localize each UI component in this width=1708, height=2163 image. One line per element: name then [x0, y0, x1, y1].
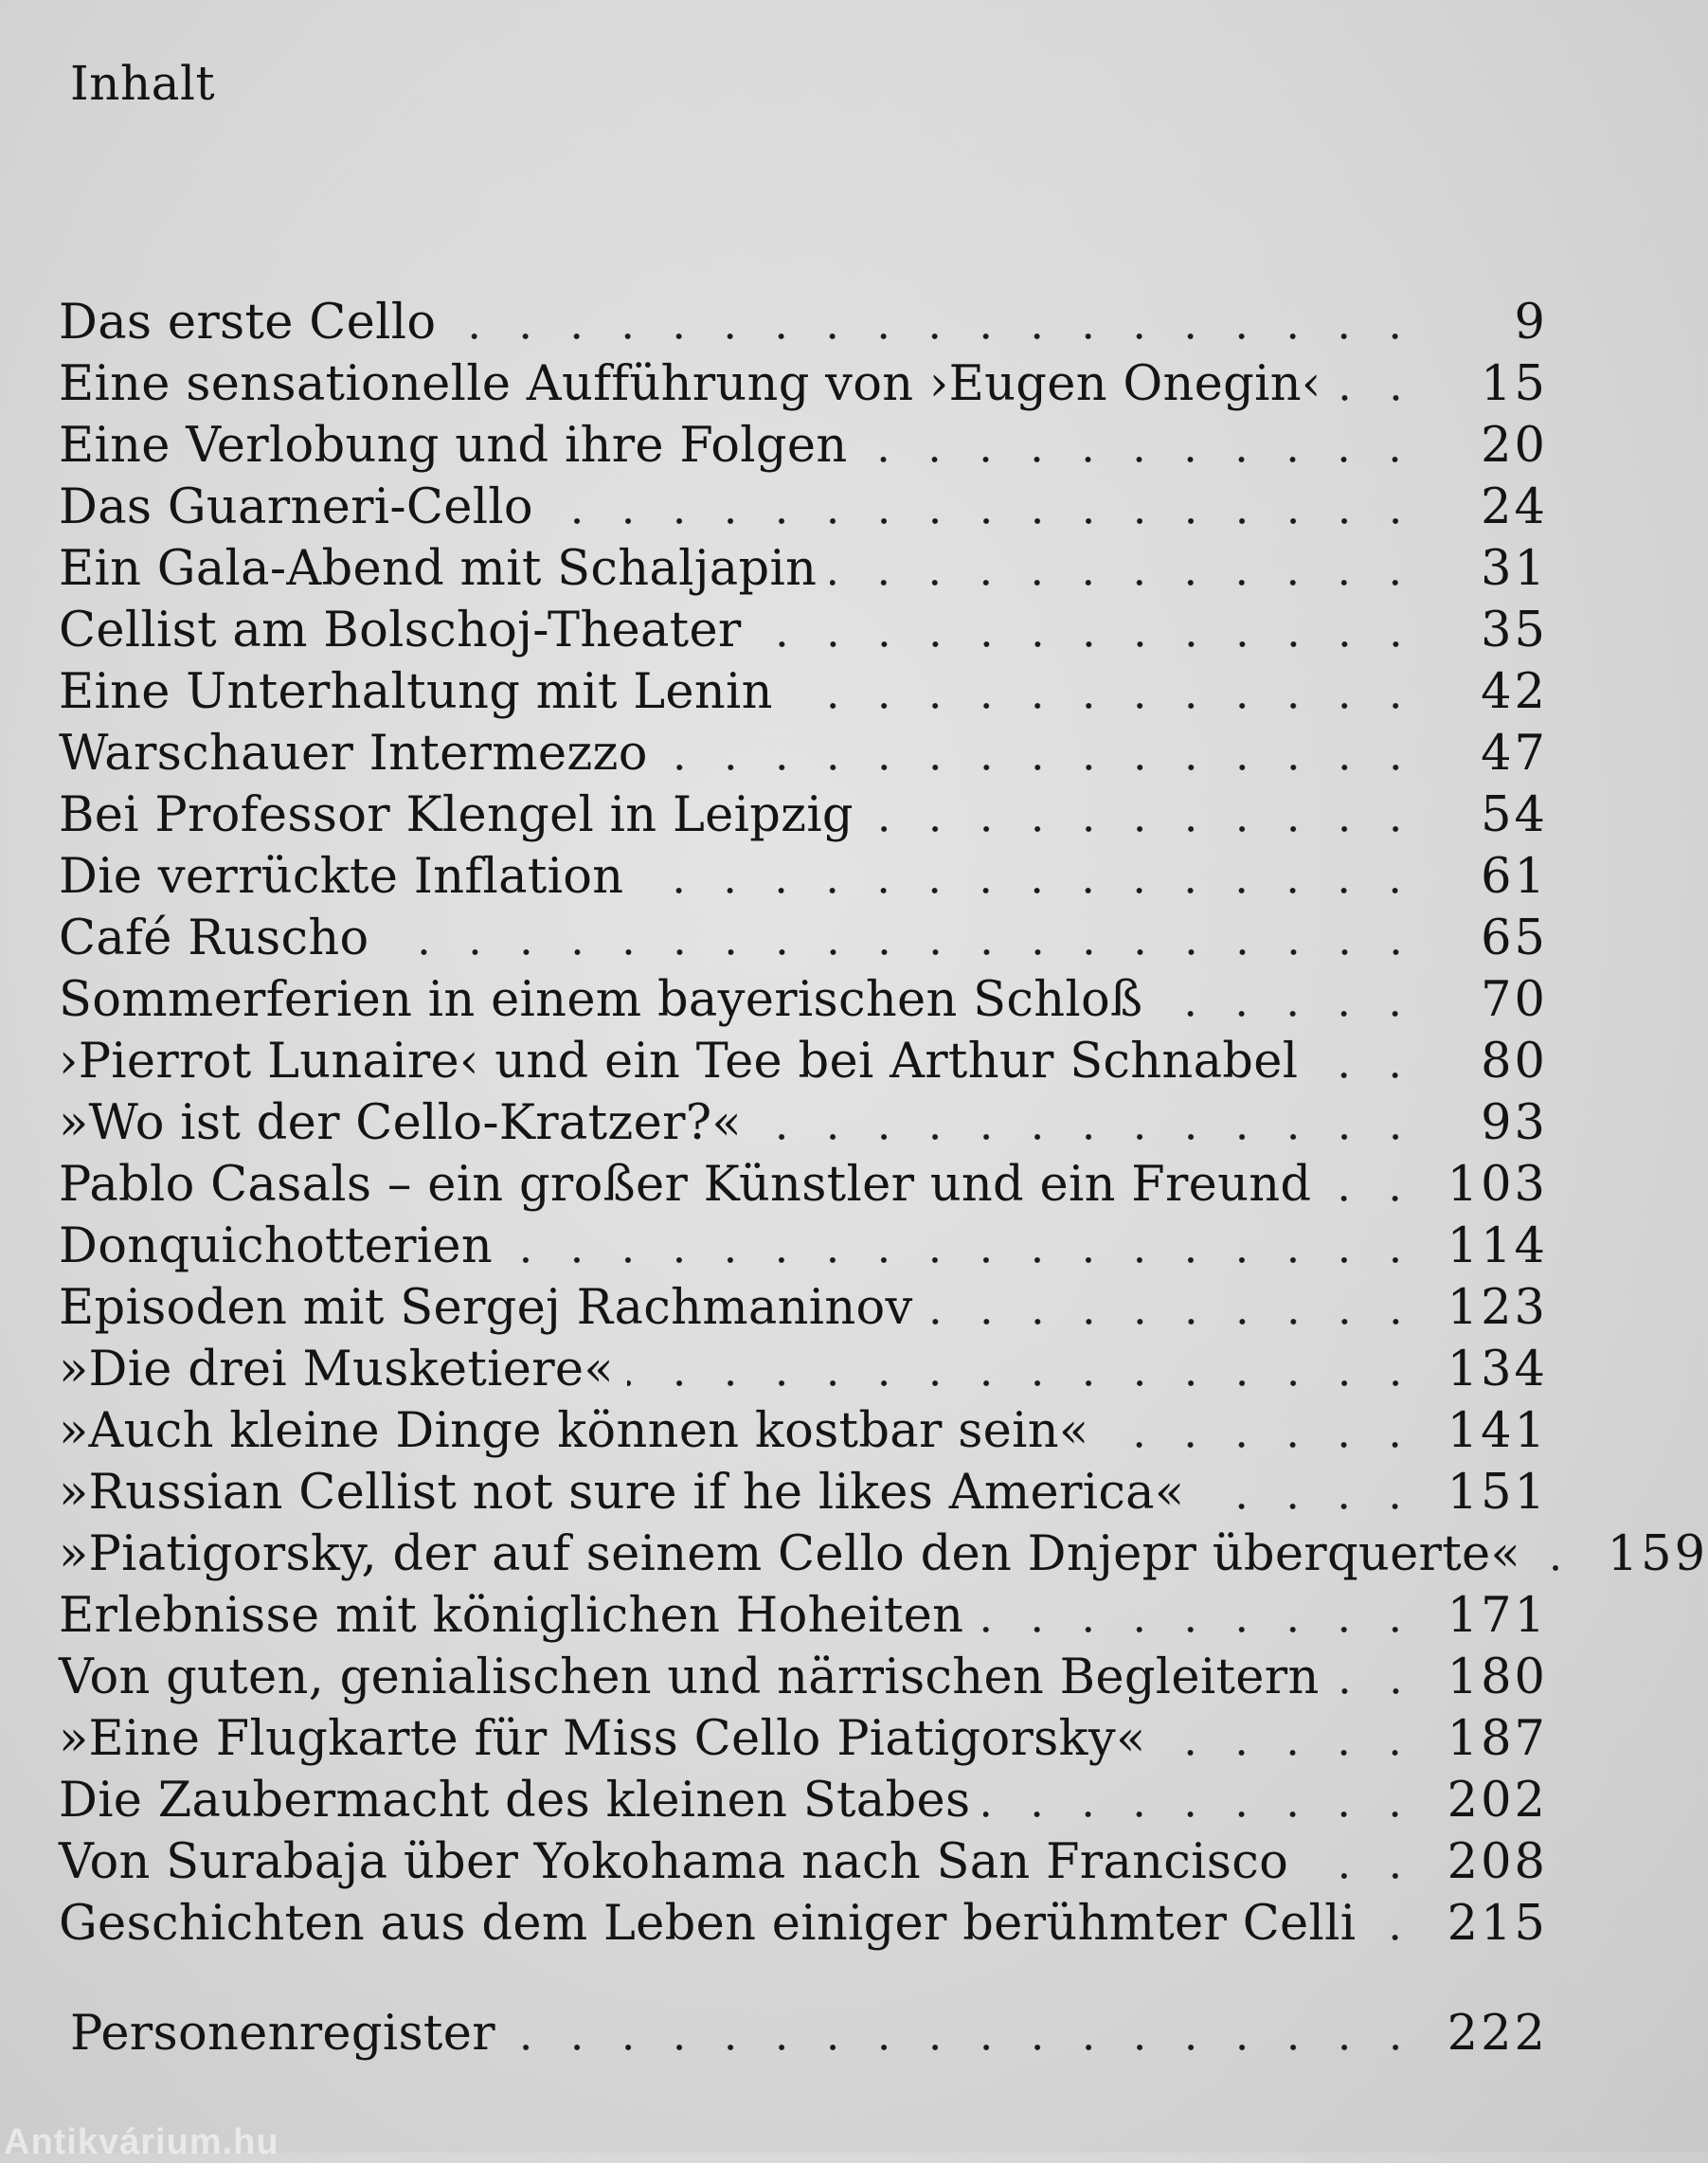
dot-leader — [1302, 1873, 1421, 1879]
dot-leader — [1311, 1072, 1421, 1078]
toc-entry-page: 208 — [1447, 1834, 1548, 1890]
toc-entry — [59, 292, 1548, 353]
toc-entry — [59, 908, 1548, 969]
toc-entry — [59, 1523, 1708, 1585]
toc-entry — [59, 538, 1548, 600]
toc-entry — [59, 1400, 1548, 1462]
toc-entry — [59, 353, 1548, 415]
dot-leader — [506, 1257, 1421, 1263]
toc-entry-title: Von Surabaja über Yokohama nach San Francisco — [59, 1834, 1289, 1890]
dot-leader — [383, 949, 1421, 955]
toc-entry-title: Ein Gala-Abend mit Schaljapin — [59, 541, 818, 597]
table-of-contents — [59, 292, 1708, 1955]
toc-entry-title: »Die drei Musketiere« — [59, 1342, 614, 1397]
toc-entry — [59, 1893, 1548, 1955]
toc-entry-title: Das erste Cello — [59, 295, 437, 351]
toc-entry-title: Eine sensationelle Aufführung von ›Eugen Onegin‹ — [59, 356, 1321, 412]
toc-entry-page: 15 — [1481, 356, 1548, 412]
toc-entry-title: »Wo ist der Cello-Kratzer?« — [59, 1095, 742, 1151]
toc-entry-title: Pablo Casals – ein großer Künstler und ein Freund — [59, 1157, 1312, 1213]
toc-entry-title: ›Pierrot Lunaire‹ und ein Tee bei Arthur Schnabel — [59, 1034, 1299, 1090]
toc-entry-page: 141 — [1447, 1403, 1548, 1459]
dot-leader — [627, 1380, 1421, 1386]
toc-entry-title: Donquichotterien — [59, 1218, 494, 1274]
dot-leader — [926, 1319, 1421, 1325]
toc-entry — [59, 1647, 1548, 1708]
toc-entry-page: 93 — [1481, 1095, 1548, 1151]
toc-entry — [59, 1277, 1548, 1339]
dot-leader — [755, 641, 1421, 647]
toc-entry-title: Sommerferien in einem bayerischen Schloß — [59, 972, 1143, 1028]
toc-entry-page: 9 — [1514, 295, 1548, 351]
toc-entry-title: Personenregister — [70, 2006, 495, 2062]
toc-entry — [59, 1585, 1548, 1647]
toc-entry — [59, 415, 1548, 477]
toc-entry — [59, 1031, 1548, 1092]
toc-entry — [59, 723, 1548, 784]
toc-entry-title: »Auch kleine Dinge können kostbar sein« — [59, 1403, 1089, 1459]
toc-entry-page: 20 — [1481, 418, 1548, 474]
toc-entry-page: 47 — [1481, 726, 1548, 782]
dot-leader — [1159, 1750, 1421, 1756]
dot-leader — [830, 580, 1421, 586]
toc-entry-title: Die verrückte Inflation — [59, 849, 624, 905]
toc-entry-page: 134 — [1447, 1342, 1548, 1397]
toc-entry-title: Eine Verlobung und ihre Folgen — [59, 418, 848, 474]
toc-entry-page: 222 — [1447, 2006, 1548, 2062]
toc-entry — [59, 1154, 1548, 1216]
toc-entry — [59, 1770, 1548, 1831]
toc-entry-title: »Russian Cellist not sure if he likes America« — [59, 1465, 1185, 1521]
toc-entry-page: 24 — [1481, 479, 1548, 535]
dot-leader — [1335, 395, 1421, 401]
toc-entry-page: 65 — [1481, 910, 1548, 966]
toc-entry — [59, 600, 1548, 661]
toc-entry-page: 103 — [1447, 1157, 1548, 1213]
dot-leader — [449, 333, 1421, 339]
dot-leader — [1197, 1504, 1421, 1509]
dot-leader — [867, 826, 1421, 832]
dot-leader — [1156, 1011, 1421, 1017]
toc-entry-title: »Piatigorsky, der auf seinem Cello den Dnjepr überquerte« — [59, 1526, 1521, 1582]
toc-entry-page: 180 — [1447, 1649, 1548, 1705]
toc-entry-page: 42 — [1481, 664, 1548, 720]
dot-leader — [983, 1812, 1421, 1817]
toc-entry-page: 171 — [1447, 1588, 1548, 1644]
dot-leader — [860, 457, 1421, 462]
toc-entry-page: 80 — [1481, 1034, 1548, 1090]
dot-leader — [547, 518, 1421, 524]
toc-entry — [59, 1831, 1548, 1893]
toc-entry-title: Geschichten aus dem Leben einiger berühmter Celli — [59, 1896, 1357, 1952]
dot-leader — [1324, 1196, 1421, 1201]
toc-entry-title: Die Zaubermacht des kleinen Stabes — [59, 1773, 971, 1829]
dot-leader — [509, 2045, 1421, 2050]
toc-entry-title: Eine Unterhaltung mit Lenin — [59, 664, 773, 720]
toc-entry-title: Cellist am Bolschoj-Theater — [59, 603, 742, 658]
toc-entry-page: 202 — [1447, 1773, 1548, 1829]
dot-leader — [1102, 1442, 1421, 1448]
page-title: Inhalt — [70, 56, 216, 111]
toc-entry-title: »Eine Flugkarte für Miss Cello Piatigorsky« — [59, 1711, 1146, 1767]
toc-entry-title: Bei Professor Klengel in Leipzig — [59, 787, 854, 843]
toc-entry-page: 54 — [1481, 787, 1548, 843]
toc-entry — [59, 1708, 1548, 1770]
toc-entry — [59, 1462, 1548, 1523]
toc-entry-title: Café Ruscho — [59, 910, 369, 966]
toc-entry-page: 70 — [1481, 972, 1548, 1028]
toc-entry-title: Episoden mit Sergej Rachmaninov — [59, 1280, 913, 1336]
watermark: Antikvárium.hu — [4, 2122, 279, 2162]
toc-entry-page: 215 — [1447, 1896, 1548, 1952]
toc-entry-page: 35 — [1481, 603, 1548, 658]
dot-leader — [1333, 1688, 1421, 1694]
toc-entry-page: 114 — [1447, 1218, 1548, 1274]
toc-entry-title: Erlebnisse mit königlichen Hoheiten — [59, 1588, 964, 1644]
toc-entry-page: 151 — [1447, 1465, 1548, 1521]
toc-entry-title: Von guten, genialischen und närrischen Begleitern — [59, 1649, 1320, 1705]
dot-leader — [637, 888, 1421, 893]
dot-leader — [661, 765, 1421, 770]
dot-leader — [1369, 1935, 1421, 1940]
toc-entry — [59, 846, 1548, 908]
toc-entry — [59, 477, 1548, 538]
toc-entry — [59, 784, 1548, 846]
toc-entry — [59, 1092, 1548, 1154]
toc-entry — [59, 661, 1548, 723]
toc-entry-page: 123 — [1447, 1280, 1548, 1336]
toc-entry-register — [70, 2003, 1548, 2064]
toc-entry-title: Warschauer Intermezzo — [59, 726, 648, 782]
toc-entry-page: 61 — [1481, 849, 1548, 905]
dot-leader — [977, 1627, 1421, 1632]
dot-leader — [755, 1134, 1421, 1140]
toc-entry-page: 159 — [1607, 1526, 1708, 1582]
toc-entry-page: 187 — [1447, 1711, 1548, 1767]
dot-leader — [786, 703, 1421, 709]
dot-leader — [1534, 1565, 1581, 1571]
toc-entry — [59, 1216, 1548, 1277]
toc-entry — [59, 1339, 1548, 1400]
toc-entry-title: Das Guarneri-Cello — [59, 479, 533, 535]
toc-entry — [59, 969, 1548, 1031]
toc-entry-page: 31 — [1481, 541, 1548, 597]
